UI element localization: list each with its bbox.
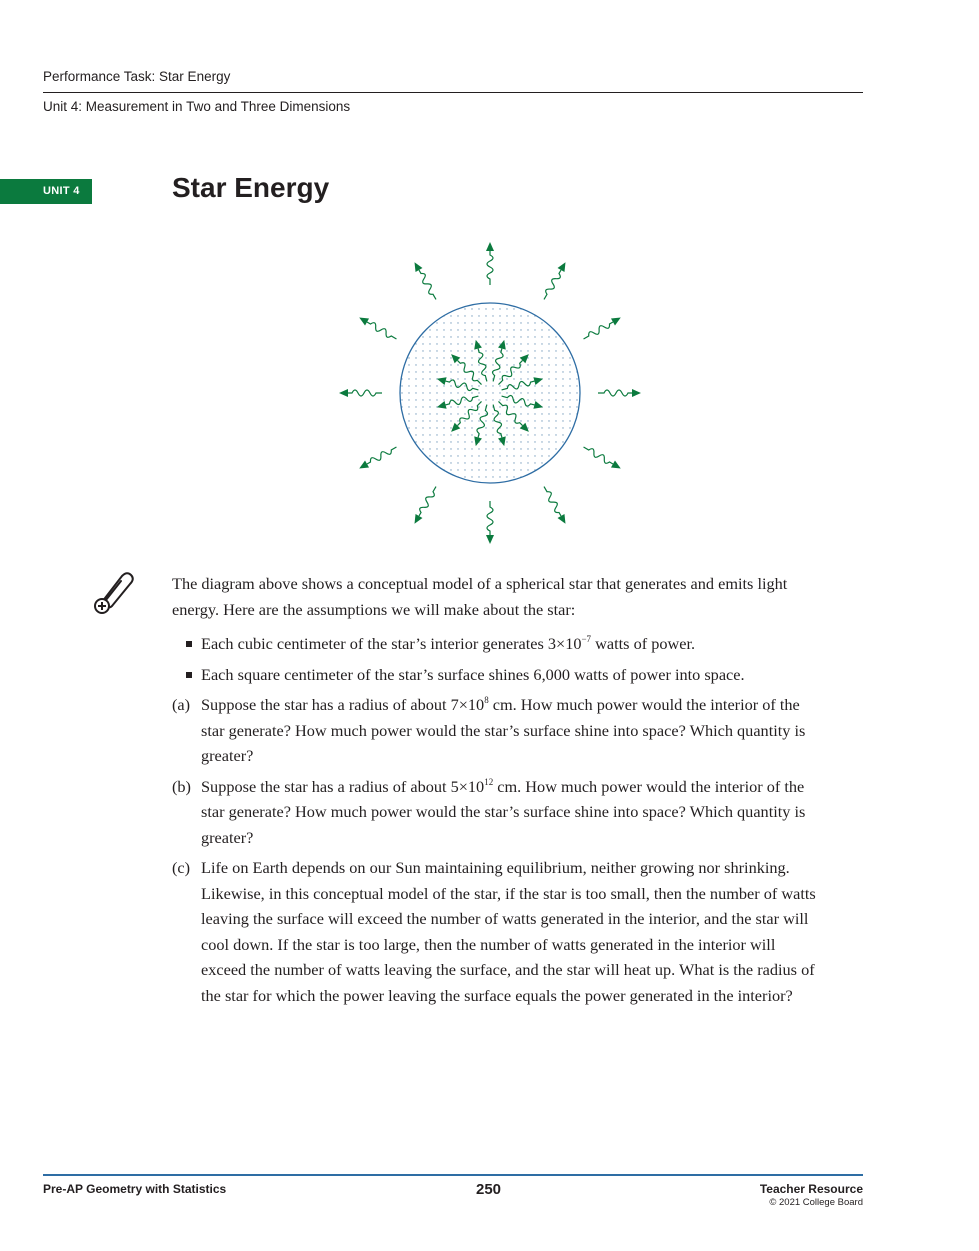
footer-copyright: © 2021 College Board (769, 1197, 863, 1208)
question-part-b (172, 774, 822, 851)
part-exponent: 12 (484, 776, 494, 787)
outer-emission-arrow (541, 485, 569, 526)
part-text-post: cm. How much power would the interior of the star generate? How much power would the star’s surface shine into space? Which quantity is greater? (201, 695, 806, 765)
footer-divider (43, 1174, 863, 1176)
question-part-c (172, 855, 822, 1008)
bullet-exponent: −7 (581, 634, 592, 644)
part-text-pre: Suppose the star has a radius of about 7×10 (201, 695, 485, 714)
unit-tab: UNIT 4 (0, 179, 92, 204)
bullet-text: Each square centimeter of the star’s surface shines 6,000 watts of power into space. (201, 664, 745, 684)
bullet-square-icon (186, 672, 192, 678)
outer-emission-arrow (411, 485, 439, 526)
outer-emission-arrow (541, 260, 569, 301)
outer-emission-arrow (357, 314, 398, 342)
part-exponent: 8 (484, 695, 489, 705)
part-text-post: cm. How much power would the interior of the star generate? How much power would the star’s surface shine into space? Which quantity is greater? (201, 776, 806, 847)
intro-paragraph: The diagram above shows a conceptual model of a spherical star that generates and emits light energy. Here are the assumptions we will make about the star: (172, 574, 788, 619)
footer-course: Pre-AP Geometry with Statistics (43, 1182, 227, 1196)
task-body (172, 571, 822, 1008)
assumption-bullet (172, 662, 822, 688)
part-label: (b) (172, 776, 191, 796)
header-divider (43, 92, 863, 93)
footer-resource: Teacher Resource (759, 1182, 863, 1196)
bullet-square-icon (186, 641, 192, 647)
paperclip-plus-icon (88, 568, 138, 618)
part-text: Life on Earth depends on our Sun maintaining equilibrium, neither growing nor shrinking. Likewise, in this conceptual model of the star, if the star is too small, then the number of watts leaving the surface will exceed the number of watts generated in the interior, and the star will cool down. If the star is too large, then the number of watts generated in the interior will exceed the number of watts leaving the surface, and the star will heat up. What is the radius of the star for which the power leaving the surface equals the power generated in the interior? (201, 858, 816, 1005)
bullet-text-pre: Each cubic centimeter of the star’s interior generates 3×10 (201, 634, 582, 653)
page-number: 250 (476, 1181, 502, 1198)
assumption-bullet (172, 631, 822, 657)
outer-emission-arrow (598, 389, 641, 397)
header-task-title: Performance Task: Star Energy (43, 69, 231, 84)
question-part-a (172, 692, 822, 769)
outer-emission-arrow (339, 389, 382, 397)
star-diagram-icon (330, 230, 650, 555)
outer-emission-arrow (582, 314, 623, 342)
outer-emission-arrow (486, 242, 494, 285)
header-unit-title: Unit 4: Measurement in Two and Three Dimensions (43, 99, 351, 114)
page-title: Star Energy (172, 172, 330, 203)
outer-emission-arrow (486, 501, 494, 544)
part-label: (c) (172, 858, 191, 877)
outer-emission-arrow (411, 260, 439, 301)
part-label: (a) (172, 695, 191, 714)
outer-emission-arrow (582, 444, 623, 472)
part-text-pre: Suppose the star has a radius of about 5×10 (201, 776, 485, 796)
outer-emission-arrow (357, 444, 398, 472)
bullet-text-post: watts of power. (591, 634, 696, 653)
